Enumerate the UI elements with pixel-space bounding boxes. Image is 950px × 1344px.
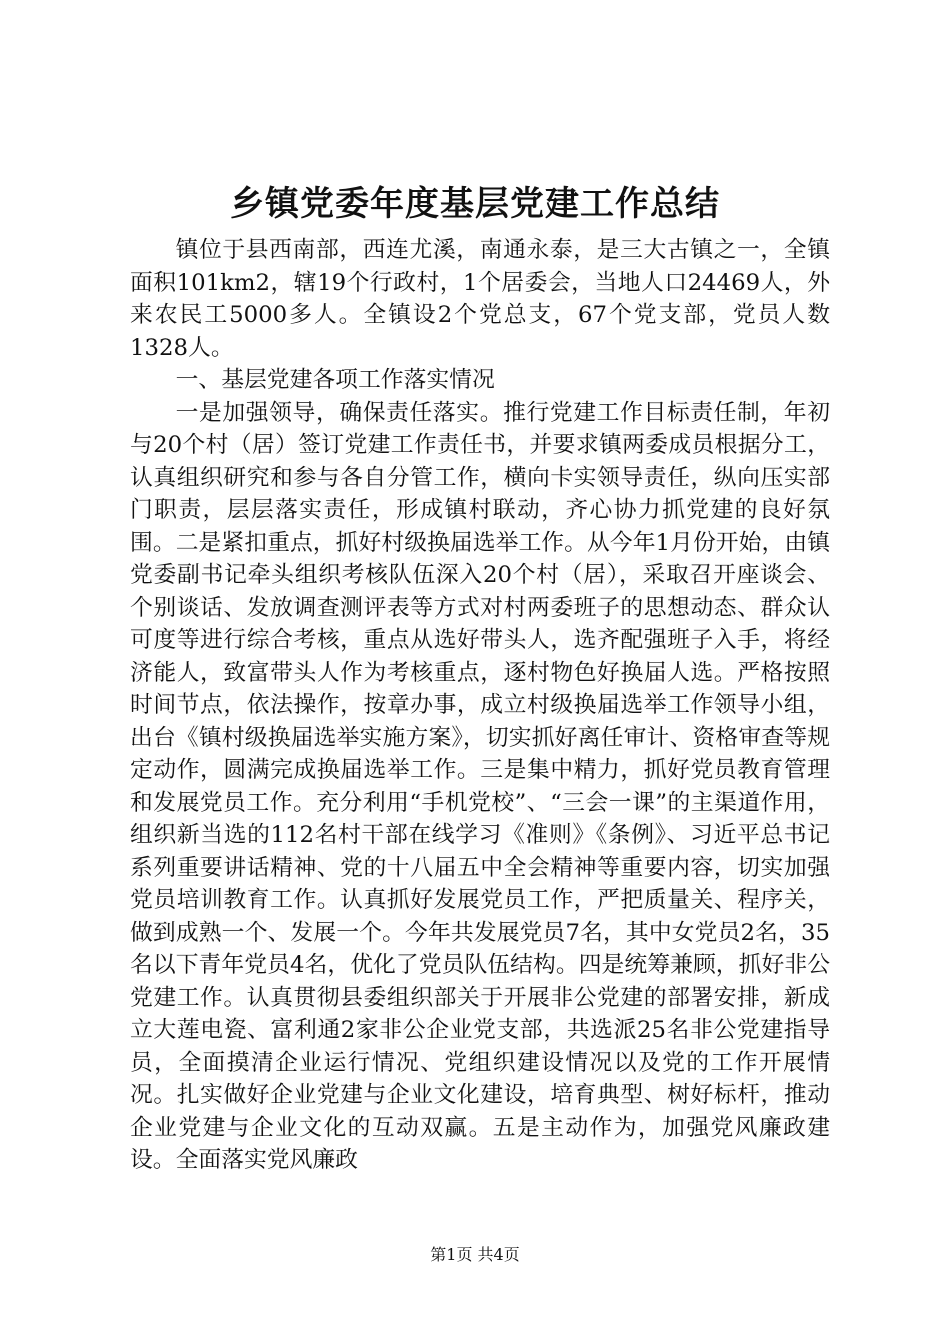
intro-paragraph: 镇位于县西南部，西连尤溪，南通永泰，是三大古镇之一，全镇面积101km2，辖19个行政村，1个居委会，当地人口24469人，外来农民工5000多人。全镇设2个党总支，67个党支部，党员人数1328人。 xyxy=(130,237,830,361)
document-body xyxy=(130,234,830,1177)
page-footer: 第1页 共4页 xyxy=(430,1245,520,1264)
section-heading: 一、基层党建各项工作落实情况 xyxy=(175,367,495,393)
section-paragraph: 一是加强领导，确保责任落实。推行党建工作目标责任制，年初与20个村（居）签订党建工作责任书，并要求镇两委成员根据分工，认真组织研究和参与各自分管工作，横向卡实领导责任，纵向压实部门职责，层层落实责任，形成镇村联动，齐心协力抓党建的良好氛围。二是紧扣重点，抓好村级换届选举工作。从今年1月份开始，由镇党委副书记牵头组织考核队伍深入20个村（居），采取召开座谈会、个别谈话、发放调查测评表等方式对村两委班子的思想动态、群众认可度等进行综合考核，重点从选好带头人，选齐配强班子入手，将经济能人，致富带头人作为考核重点，逐村物色好换届人选。严格按照时间节点，依法操作，按章办事，成立村级换届选举工作领导小组，出台《镇村级换届选举实施方案》，切实抓好离任审计、资格审查等规定动作，圆满完成换届选举工作。三是集中精力，抓好党员教育管理和发展党员工作。充分利用“手机党校”、“三会一课”的主渠道作用，组织新当选的112名村干部在线学习《准则》《条例》、习近平总书记系列重要讲话精神、党的十八届五中全会精神等重要内容，切实加强党员培训教育工作。认真抓好发展党员工作，严把质量关、程序关，做到成熟一个、发展一个。今年共发展党员7名，其中女党员2名，35名以下青年党员4名，优化了党员队伍结构。四是统筹兼顾，抓好非公党建工作。认真贯彻县委组织部关于开展非公党建的部署安排，新成立大莲电瓷、富利通2家非公企业党支部，共选派25名非公党建指导员，全面摸清企业运行情况、党组织建设情况以及党的工作开展情况。扎实做好企业党建与企业文化建设，培育典型、树好标杆，推动企业党建与企业文化的互动双赢。五是主动作为，加强党风廉政建设。全面落实党风廉政 xyxy=(130,399,830,1173)
document-title: 乡镇党委年度基层党建工作总结 xyxy=(230,184,720,224)
